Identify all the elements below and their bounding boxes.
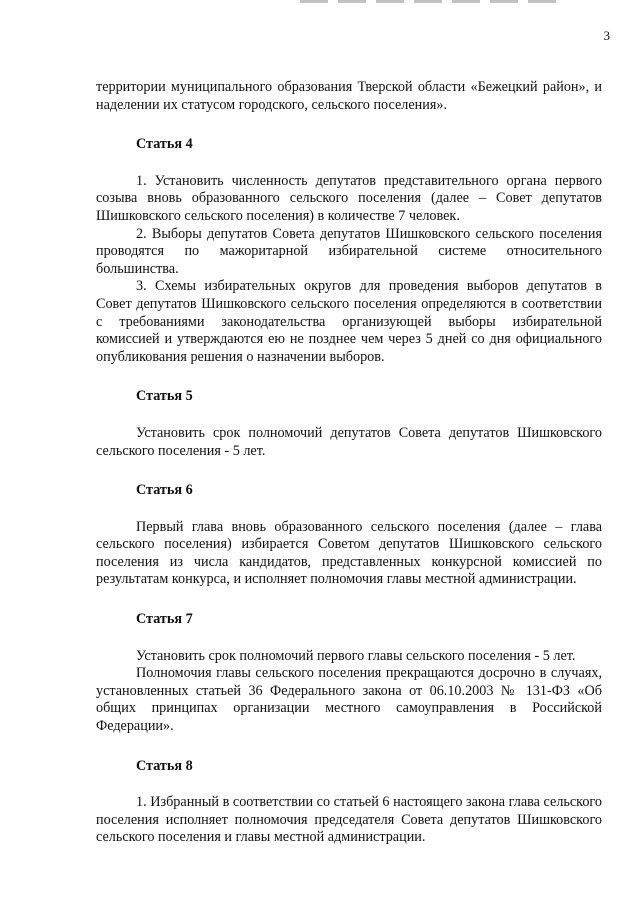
article-6-heading: Статья 6	[136, 482, 193, 499]
article-7-paragraph-2: Полномочия главы сельского поселения прекращаются досрочно в случаях, установленных статьей 36 Федерального закона от 06.10.2003 № 131-ФЗ «Об общих принципах организации местного самоуправления в Российской Федерации».	[96, 665, 602, 735]
article-4-paragraph-3: 3. Схемы избирательных округов для проведения выборов депутатов в Совет депутатов Шишковского сельского поселения определяются в соответствии с требованиями законодательства организующей выборы избирательной комиссией и утверждаются ею не позднее чем через 5 дней со дня официального опубликования решения о назначении выборов.	[96, 278, 602, 365]
article-4-heading: Статья 4	[136, 136, 193, 153]
article-4-paragraph-2: 2. Выборы депутатов Совета депутатов Шишковского сельского поселения проводятся по мажоритарной избирательной системе относительного большинства.	[96, 225, 602, 277]
article-7-heading: Статья 7	[136, 611, 193, 628]
intro-paragraph: территории муниципального образования Тверской области «Бежецкий район», и наделении их статусом городского, сельского поселения».	[96, 79, 602, 113]
article-6-paragraph-1: Первый глава вновь образованного сельского поселения (далее – глава сельского поселения) избирается Советом депутатов Шишковского сельского поселения из числа кандидатов, представленных конкурсной комиссией по результатам конкурса, и исполняет полномочия главы местной администрации.	[96, 518, 602, 588]
article-4-paragraph-1: 1. Установить численность депутатов представительного органа первого созыва вновь образованного сельского поселения (далее – Совет депутатов Шишковского сельского поселения) в количестве 7 человек.	[96, 172, 602, 224]
article-8-paragraph-1: 1. Избранный в соответствии со статьей 6 настоящего закона глава сельского поселения исполняет полномочия председателя Совета депутатов Шишковского сельского поселения и главы местной администрации.	[96, 794, 602, 846]
page-number: 3	[603, 28, 610, 43]
article-5-heading: Статья 5	[136, 388, 193, 405]
scan-artifact	[300, 0, 560, 3]
document-body	[96, 79, 602, 847]
article-8-heading: Статья 8	[136, 757, 193, 774]
article-7-paragraph-1: Установить срок полномочий первого главы сельского поселения - 5 лет.	[136, 647, 576, 664]
article-5-paragraph-1: Установить срок полномочий депутатов Совета депутатов Шишковского сельского поселения - 5 лет.	[96, 424, 602, 459]
